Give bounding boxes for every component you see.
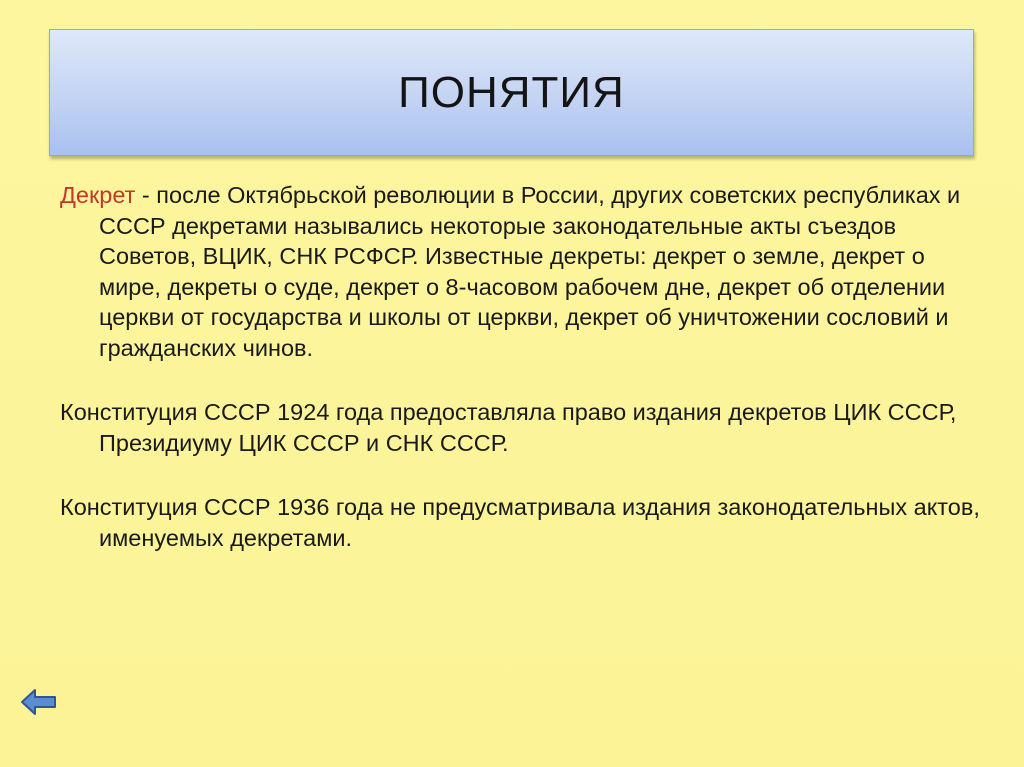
paragraph-definition	[60, 180, 980, 363]
defined-term: Декрет	[60, 182, 136, 208]
arrow-left-icon	[20, 687, 58, 717]
slide-title: ПОНЯТИЯ	[398, 67, 625, 117]
definition-text: - после Октябрьской революции в России, других советских республиках и СССР декретами назывались некоторые законодательные акты съездов Советов, ВЦИК, СНК РСФСР. Известные декреты: декрет о земле, декрет о мире, декреты о суде, декрет о 8-часовом рабочем дне, декрет об отделении церкви от государства и школы от церкви, декрет об уничтожении сословий и гражданских чинов.	[99, 182, 961, 361]
back-button[interactable]	[20, 687, 58, 717]
paragraph-constitution-1936: Конституция СССР 1936 года не предусматривала издания законодательных актов, именуемых декретами.	[60, 494, 980, 551]
paragraph-constitution-1924: Конституция СССР 1924 года предоставляла право издания декретов ЦИК СССР, Президиуму ЦИК СССР и СНК СССР.	[60, 399, 957, 456]
title-box	[49, 29, 974, 156]
slide-body	[60, 180, 980, 553]
